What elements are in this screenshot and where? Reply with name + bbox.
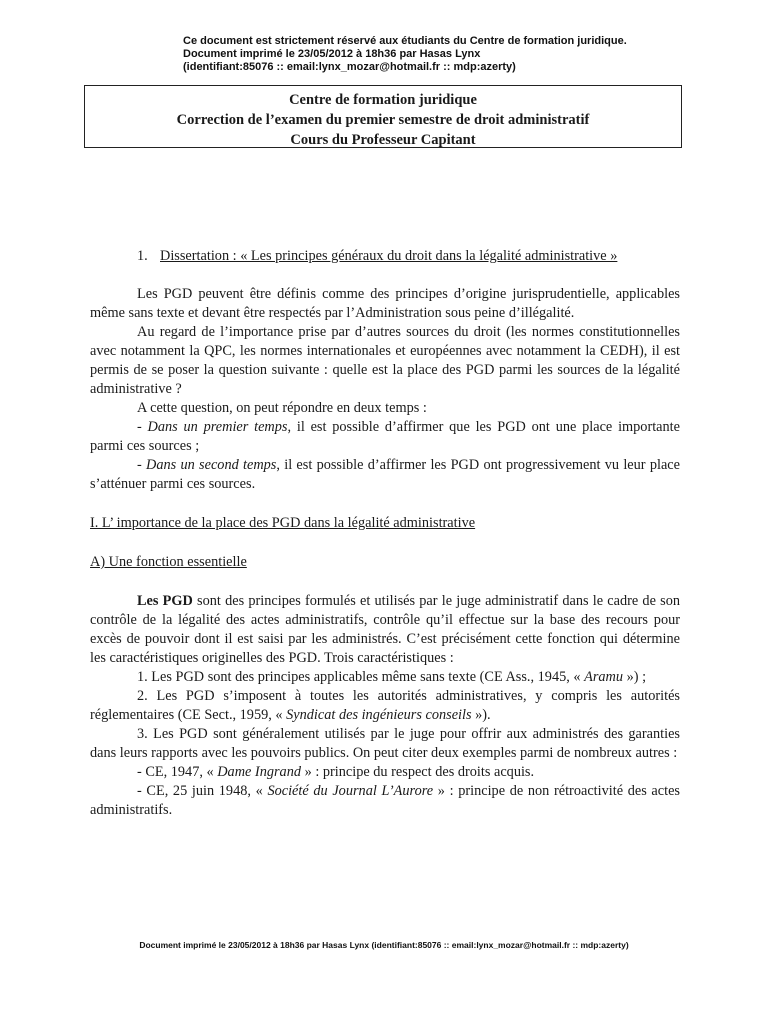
dissertation-number: 1.	[137, 248, 148, 264]
section-I-title: I. L’ importance de la place des PGD dans la légalité administrative	[90, 515, 476, 531]
example-2-italic: Société du Journal L’Aurore	[267, 783, 434, 799]
characteristic-3: 3. Les PGD sont généralement utilisés par le juge pour offrir aux administrés des garanties dans leurs rapports avec les pouvoirs publics. On peut citer deux exemples parmi de nombreux autres :	[90, 726, 680, 761]
characteristic-2-end: »).	[471, 707, 491, 723]
example-1-end: » : principe du respect des droits acquis.	[301, 764, 535, 780]
paragraph-question: Au regard de l’importance prise par d’autres sources du droit (les normes constitutionnelles avec notamment la QPC, les normes internationales et européennes avec notamment la CEDH), il est permis de se poser la question suivante : quelle est la place des PGD parmi les sources de la légalité administrative ?	[90, 324, 680, 397]
dash: -	[137, 419, 148, 435]
example-2-text: - CE, 25 juin 1948, «	[137, 783, 268, 799]
header-notice-line3: (identifiant:85076 :: email:lynx_mozar@hotmail.fr :: mdp:azerty)	[183, 61, 516, 73]
header-notice-line2: Document imprimé le 23/05/2012 à 18h36 par Hasas Lynx	[183, 48, 481, 60]
characteristic-2-text: 2. Les PGD s’imposent à toutes les autorités administratives, y compris les autorités réglementaires (CE Sect., 1959, «	[90, 688, 680, 723]
paragraph-first-time	[90, 418, 680, 456]
second-time-rest: , il est possible d’affirmer les PGD ont progressivement vu leur place s’atténuer parmi ces sources.	[90, 457, 680, 492]
characteristic-1-end: ») ;	[623, 669, 647, 685]
section-A-title: A) Une fonction essentielle	[90, 554, 247, 570]
example-1-italic: Dame Ingrand	[217, 764, 302, 780]
dissertation-heading	[90, 247, 680, 266]
paragraph-definition: Les PGD peuvent être définis comme des principes d’origine jurisprudentielle, applicables même sans texte et devant être respectés par l’Administration sous peine d’illégalité.	[90, 286, 680, 321]
example-1	[90, 763, 680, 782]
header-notice-line1: Ce document est strictement réservé aux étudiants du Centre de formation juridique.	[183, 35, 627, 47]
example-1-text: - CE, 1947, «	[137, 764, 218, 780]
first-time-italic: Dans un premier temps	[147, 419, 288, 435]
characteristic-1	[90, 668, 680, 687]
title-box	[84, 85, 682, 148]
title-line3: Cours du Professeur Capitant	[290, 132, 476, 148]
document-body	[90, 247, 680, 820]
paragraph-answer-intro: A cette question, on peut répondre en deux temps :	[137, 400, 427, 416]
characteristic-2-italic: Syndicat des ingénieurs conseils	[286, 707, 472, 723]
pgd-bold: Les PGD	[137, 593, 193, 609]
characteristic-1-italic: Aramu	[584, 669, 624, 685]
paragraph-pgd-function	[90, 592, 680, 668]
characteristic-2	[90, 687, 680, 725]
footer-notice: Document imprimé le 23/05/2012 à 18h36 par Hasas Lynx (identifiant:85076 :: email:lynx_mozar@hotmail.fr :: mdp:azerty)	[139, 940, 629, 950]
header-notice	[183, 35, 743, 74]
first-time-rest: , il est possible d’affirmer que les PGD ont une place importante parmi ces sources ;	[90, 419, 680, 454]
example-2-end: » : principe de non rétroactivité des actes administratifs.	[90, 783, 680, 818]
dissertation-title: Dissertation : « Les principes généraux du droit dans la légalité administrative »	[160, 248, 618, 264]
example-2	[90, 782, 680, 820]
paragraph-second-time	[90, 456, 680, 494]
dash: -	[137, 457, 147, 473]
title-line1: Centre de formation juridique	[289, 92, 477, 108]
characteristic-1-text: 1. Les PGD sont des principes applicables même sans texte (CE Ass., 1945, «	[137, 669, 585, 685]
second-time-italic: Dans un second temps	[146, 457, 277, 473]
pgd-function-rest: sont des principes formulés et utilisés par le juge administratif dans le cadre de son contrôle de la légalité des actes administratifs, contrôle qu’il effectue sur la base des recours pour excès de pouvoir dont il est saisi par les administrés. C’est précisément cette fonction qui détermine les caractéristiques originelles des PGD. Trois caractéristiques :	[90, 593, 680, 666]
title-line2: Correction de l’examen du premier semestre de droit administratif	[176, 112, 590, 128]
